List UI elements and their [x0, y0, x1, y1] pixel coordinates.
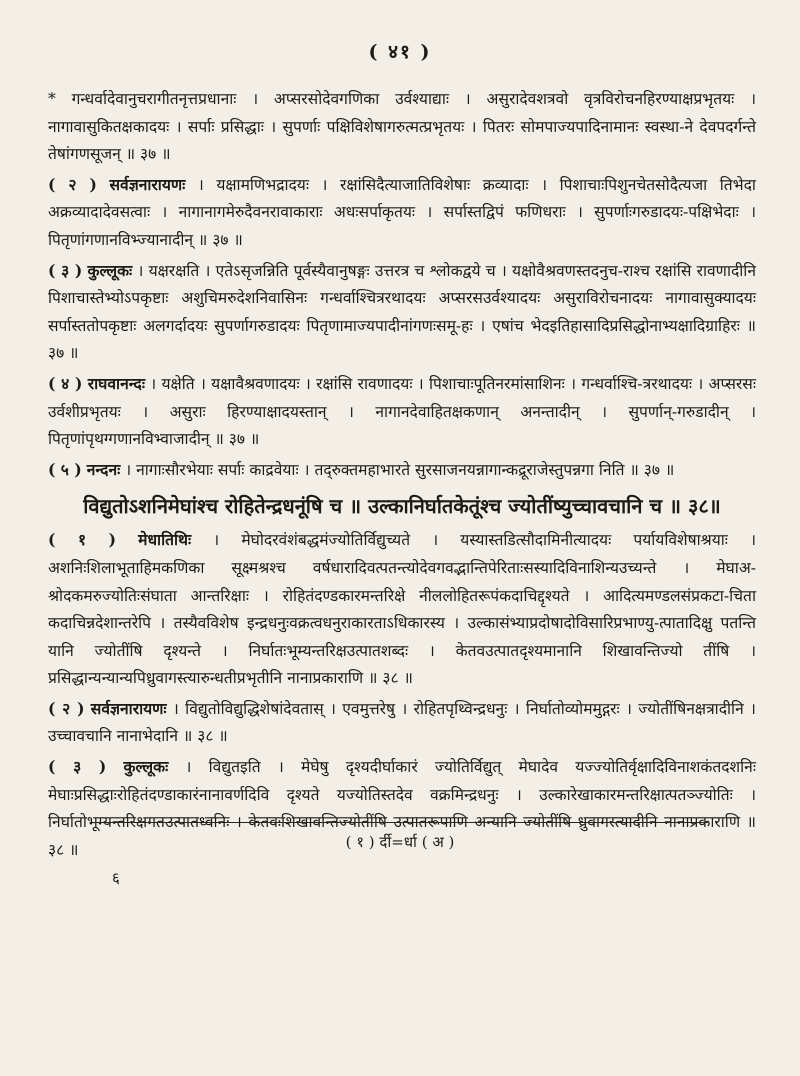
- commentary-paragraph: [48, 370, 756, 454]
- commentator-name: सर्वज्ञनारायणः: [90, 698, 167, 718]
- signature-mark: ६: [112, 869, 120, 887]
- paragraph-text: । यक्षेति । यक्षावैश्रवणादयः । रक्षांसि रावणादयः । पिशाचाःपूतिनरमांसाशिनः । गन्धर्वाश्चि-त्ररथादयः । अप्सरसः उर्वशीप्रभृतयः । असुराः हिरण्याक्षादयस्तान् । नागानदेवाहितक्षकणान् अनन्तादीन् । सुपर्णान्-गरुडादीन् । पितृणांपृथग्गणानविभ्वाजादीन् ॥ ३७ ॥: [48, 374, 756, 449]
- footnote: ( १ ) र्दी=र्धा ( अ ): [345, 833, 455, 851]
- paragraph-number: ( ३ ): [48, 260, 83, 280]
- commentator-name: सर्वज्ञनारायणः: [109, 174, 186, 194]
- paragraph-number: ( १ ): [48, 530, 117, 550]
- paragraph-number: ( ४ ): [48, 373, 83, 393]
- paragraph-text: । विद्युतइति । मेघेषु दृश्यदीर्घाकारं ज्योतिर्विद्युत् मेघादेव यज्ज्योतिर्वृक्षादिविनाशकंतदशनिः मेघाःप्रसिद्धाःरोहितंदण्डाकारंनानावर्णदिवि दृश्यते यज्योतिस्तदेव वक्रमिन्द्रधनुः । उल्कारेखाकारमन्तरिक्षात्पतञ्ज्योतिः । निर्घातोभूम्यन्तरिक्षगतउत्पातध्वनिः । केतवःशिखावन्तिज्योतींषि उत्पातरूपाणि अन्यानि ज्योतींषि ध्रुवागस्त्यादीनि नानाप्रकाराणि ॥ ३८ ॥: [48, 758, 756, 859]
- paragraph-text: । यक्षामणिभद्रादयः । रक्षांसिदैत्याजातिविशेषाः क्रव्यादाः । पिशाचाःपिशुनचेतसोदैत्यजा तिभेदा अक्रव्यादादेवसत्वाः । नागानागमेरुदैवनरावाकाराः अधःसर्पाकृतयः । सर्पास्तद्विपं फणिधराः । सुपर्णाःगरुडादयः-पक्षिभेदाः । पितृणांगणानविभ्ज्यानादीन् ॥ ३७ ॥: [48, 175, 756, 249]
- commentary-body: [48, 86, 756, 866]
- paragraph-text: । यक्षरक्षति । एतेऽसृजन्निति पूर्वस्यैवानुषङ्गः उत्तरत्र च श्लोकद्वये च । यक्षोवैश्रवणस्तदनुच-राश्च रक्षांसि रावणादीनि पिशाचास्तेभ्योऽपकृष्टाः अशुचिमरुदेशनिवासिनः गन्धर्वाश्चित्ररथादयः अप्सरसउर्वश्यादयः असुराविरोचनादयः नागावासुक्यादयः सर्पास्ततोपकृष्टाः अलगर्दादयः सुपर्णागरुडादयः पितृणामाज्यपादीनांगणःसमू-हः । एषांच भेदइतिहासादिप्रसिद्धोनाभ्यक्षादिग्राहिरः ॥ ३७ ॥: [48, 261, 756, 363]
- verse-heading: विद्युतोऽशनिमेघांश्च रोहितेन्द्रधनूंषि च ॥ उल्कानिर्घातकेतूंश्च ज्योतींष्युच्चावचानि च ॥ ३८॥: [83, 494, 721, 519]
- commentator-name: कुल्लूकः: [123, 757, 169, 777]
- commentary-paragraph: [48, 171, 756, 255]
- commentary-paragraph: [48, 456, 756, 485]
- commentator-name: राघवानन्दः: [87, 373, 145, 393]
- paragraph-number: ( २ ): [48, 698, 85, 718]
- paragraph-text: । विद्युतोविद्युद्धिशेषांदेवतास् । एवमुत्तरेषु । रोहितपृथ्विन्द्रधनुः । निर्घातोव्योममुद्गरः । ज्योतींषिनक्षत्रादीनि । उच्चावचानि नानाभेदानि ॥ ३८ ॥: [48, 699, 756, 746]
- commentator-name: नन्दनः: [86, 459, 121, 479]
- paragraph-text: । मेघोदरवंशंबद्धमंज्योतिर्विद्युच्यते । यस्यास्तडित्सौदामिनीत्यादयः पर्यायविशेषाश्रयाः । अशनिःशिलाभूताहिमकणिका सूक्ष्मश्रश्च वर्षधारादिवत्पतन्त्योदेवगवद्भान्तिपेरिताःसस्यादिविनाशिन्यउच्यन्ते । मेघाअ-श्रोदकमरुज्योतिःसंघाता आन्तरिक्षाः । रोहितंदण्डकारमन्तरिक्षे नीललोहितरूपंकदाचिद्दृश्यते । आदित्यमण्डलसंप्रकटा-चिता कदाचिन्नदेशान्तरेपि । तस्यैवविशेष इन्द्रधनुःवक्रत्वधनुराकारताऽधिकारस्य । उल्कासंभ्याप्रदोषादोविसारिप्रभाण्यु-त्पातादिक्षु पतन्ति यानि ज्योतींषि दृश्यन्ते । निर्घातःभूम्यन्तरिक्षउत्पातशब्दः । केतवउत्पातदृश्यमानानि शिखावन्तिज्यो तींषि । प्रसिद्धान्यन्यान्यपिध्रुवागस्त्यारुन्धतीप्रभृतीनि नानाप्रकाराणि ॥ ३८ ॥: [48, 531, 756, 688]
- commentator-name: कुल्लूकः: [87, 260, 133, 280]
- page-number: ( ४१ ): [368, 41, 432, 63]
- commentator-name: मेधातिथिः: [138, 530, 192, 550]
- paragraph-text: । नागाःसौरभेयाः सर्पाः काद्रवेयाः । तद्‍रुक्तमहाभारते सुरसाजनयन्नागान्कद्रूराजेस्तुपन्नगा निति ॥ ३७ ॥: [125, 460, 675, 479]
- paragraph-number: ( ५ ): [48, 459, 82, 479]
- commentary-paragraph: [48, 695, 756, 751]
- paragraph-number: ( २ ): [48, 174, 97, 194]
- footnote-divider: [92, 822, 708, 823]
- paragraph-number: ( ३ ): [48, 757, 107, 777]
- commentary-paragraph: [48, 86, 756, 169]
- paragraph-text: * गन्धर्वादेवानुचरागीतनृत्तप्रधानाः । अप्सरसोदेवगणिका उर्वश्याद्याः । असुरादेवशत्रवो वृत्रविरोचनहिरण्याक्षप्रभृतयः । नागावासुकितक्षकादयः । सर्पाः प्रसिद्धाः । सुपर्णाः पक्षिविशेषागरुत्मत्प्रभृतयः । पितरः सोमपाज्यपादिनामानः स्वस्था-ने देवपदर्गन्ते तेषांगणसूजन् ॥ ३७ ॥: [48, 90, 756, 164]
- commentary-paragraph: [48, 257, 756, 368]
- commentary-paragraph: [48, 526, 756, 693]
